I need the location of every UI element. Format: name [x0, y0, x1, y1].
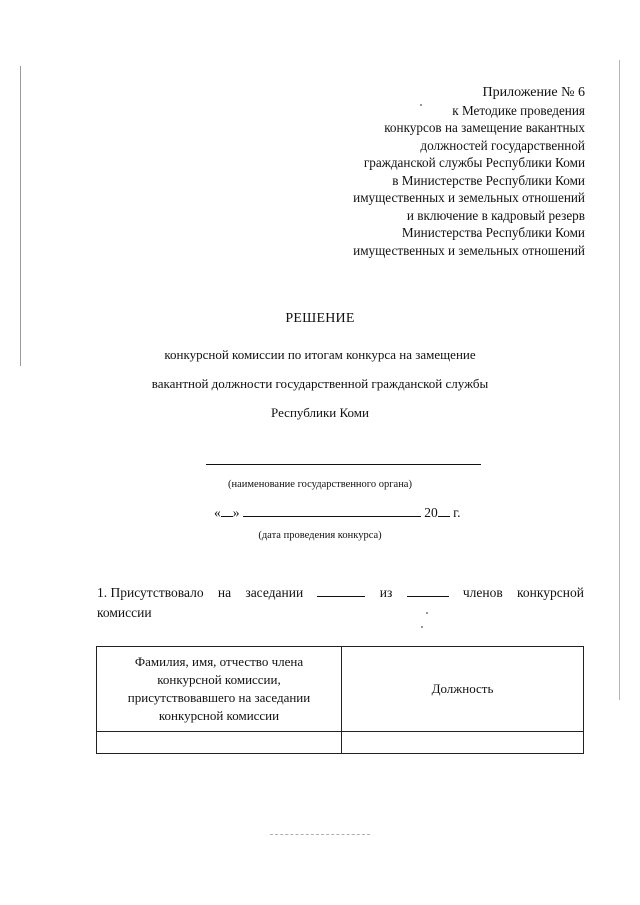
date-quote-open: « — [214, 505, 221, 520]
clause-1-line2: комиссии — [97, 605, 152, 620]
appendix-line: и включение в кадровый резерв — [406, 207, 585, 223]
date-month-blank — [243, 502, 421, 517]
subtitle-line: конкурсной комиссии по итогам конкурса на замещение — [164, 347, 476, 362]
appendix-line: имущественных и земельных отношений — [353, 190, 585, 205]
members-table — [96, 646, 584, 754]
appendix-header — [353, 84, 585, 259]
org-name-caption: (наименование государственного органа) — [228, 479, 412, 490]
table-row — [97, 732, 584, 754]
appendix-line: имущественных и земельных отношений — [353, 242, 585, 258]
date-year-prefix: 20 — [424, 505, 438, 520]
scan-speck — [421, 626, 423, 628]
header-full-name: Фамилия, имя, отчество члена конкурсной комиссии, присутствовавшего на заседании конкурсной комиссии — [97, 647, 342, 732]
table-header-row — [97, 647, 584, 732]
table-cell — [342, 732, 584, 754]
appendix-line: конкурсов на замещение вакантных — [384, 120, 585, 135]
clause-text: на — [217, 585, 232, 600]
clause-1-line — [97, 583, 584, 603]
document-title: РЕШЕНИЕ — [285, 311, 355, 326]
present-count-blank — [317, 584, 365, 597]
scan-footer-dashes — [270, 834, 370, 835]
appendix-line: в Министерстве Республики Коми — [392, 172, 585, 188]
table-cell — [97, 732, 342, 754]
date-caption: (дата проведения конкурса) — [258, 530, 382, 541]
document-subtitle — [0, 340, 640, 427]
clause-text: из — [379, 585, 393, 600]
appendix-line: Министерства Республики Коми — [401, 225, 585, 240]
total-count-blank — [407, 584, 449, 597]
date-quote-close: » — [232, 505, 240, 520]
date-day-blank — [221, 502, 233, 517]
date-year-suffix: г. — [453, 505, 461, 520]
appendix-line: к Методике проведения — [452, 102, 585, 118]
subtitle-line: вакантной должности государственной гражданской службы — [151, 376, 489, 391]
clause-text: конкурсной — [517, 585, 584, 600]
clause-text: 1. Присутствовало — [97, 585, 204, 600]
clause-1 — [97, 583, 584, 623]
date-year-blank — [438, 502, 450, 517]
clause-text: членов — [462, 585, 503, 600]
appendix-line: гражданской службы Республики Коми — [363, 155, 585, 170]
clause-text: заседании — [245, 585, 304, 600]
header-position: Должность — [342, 647, 584, 732]
appendix-line: должностей государственной — [420, 137, 585, 153]
org-name-blank-line — [206, 464, 481, 465]
appendix-line: Приложение № 6 — [482, 85, 585, 100]
date-row — [214, 502, 461, 521]
subtitle-line: Республики Коми — [271, 405, 369, 420]
